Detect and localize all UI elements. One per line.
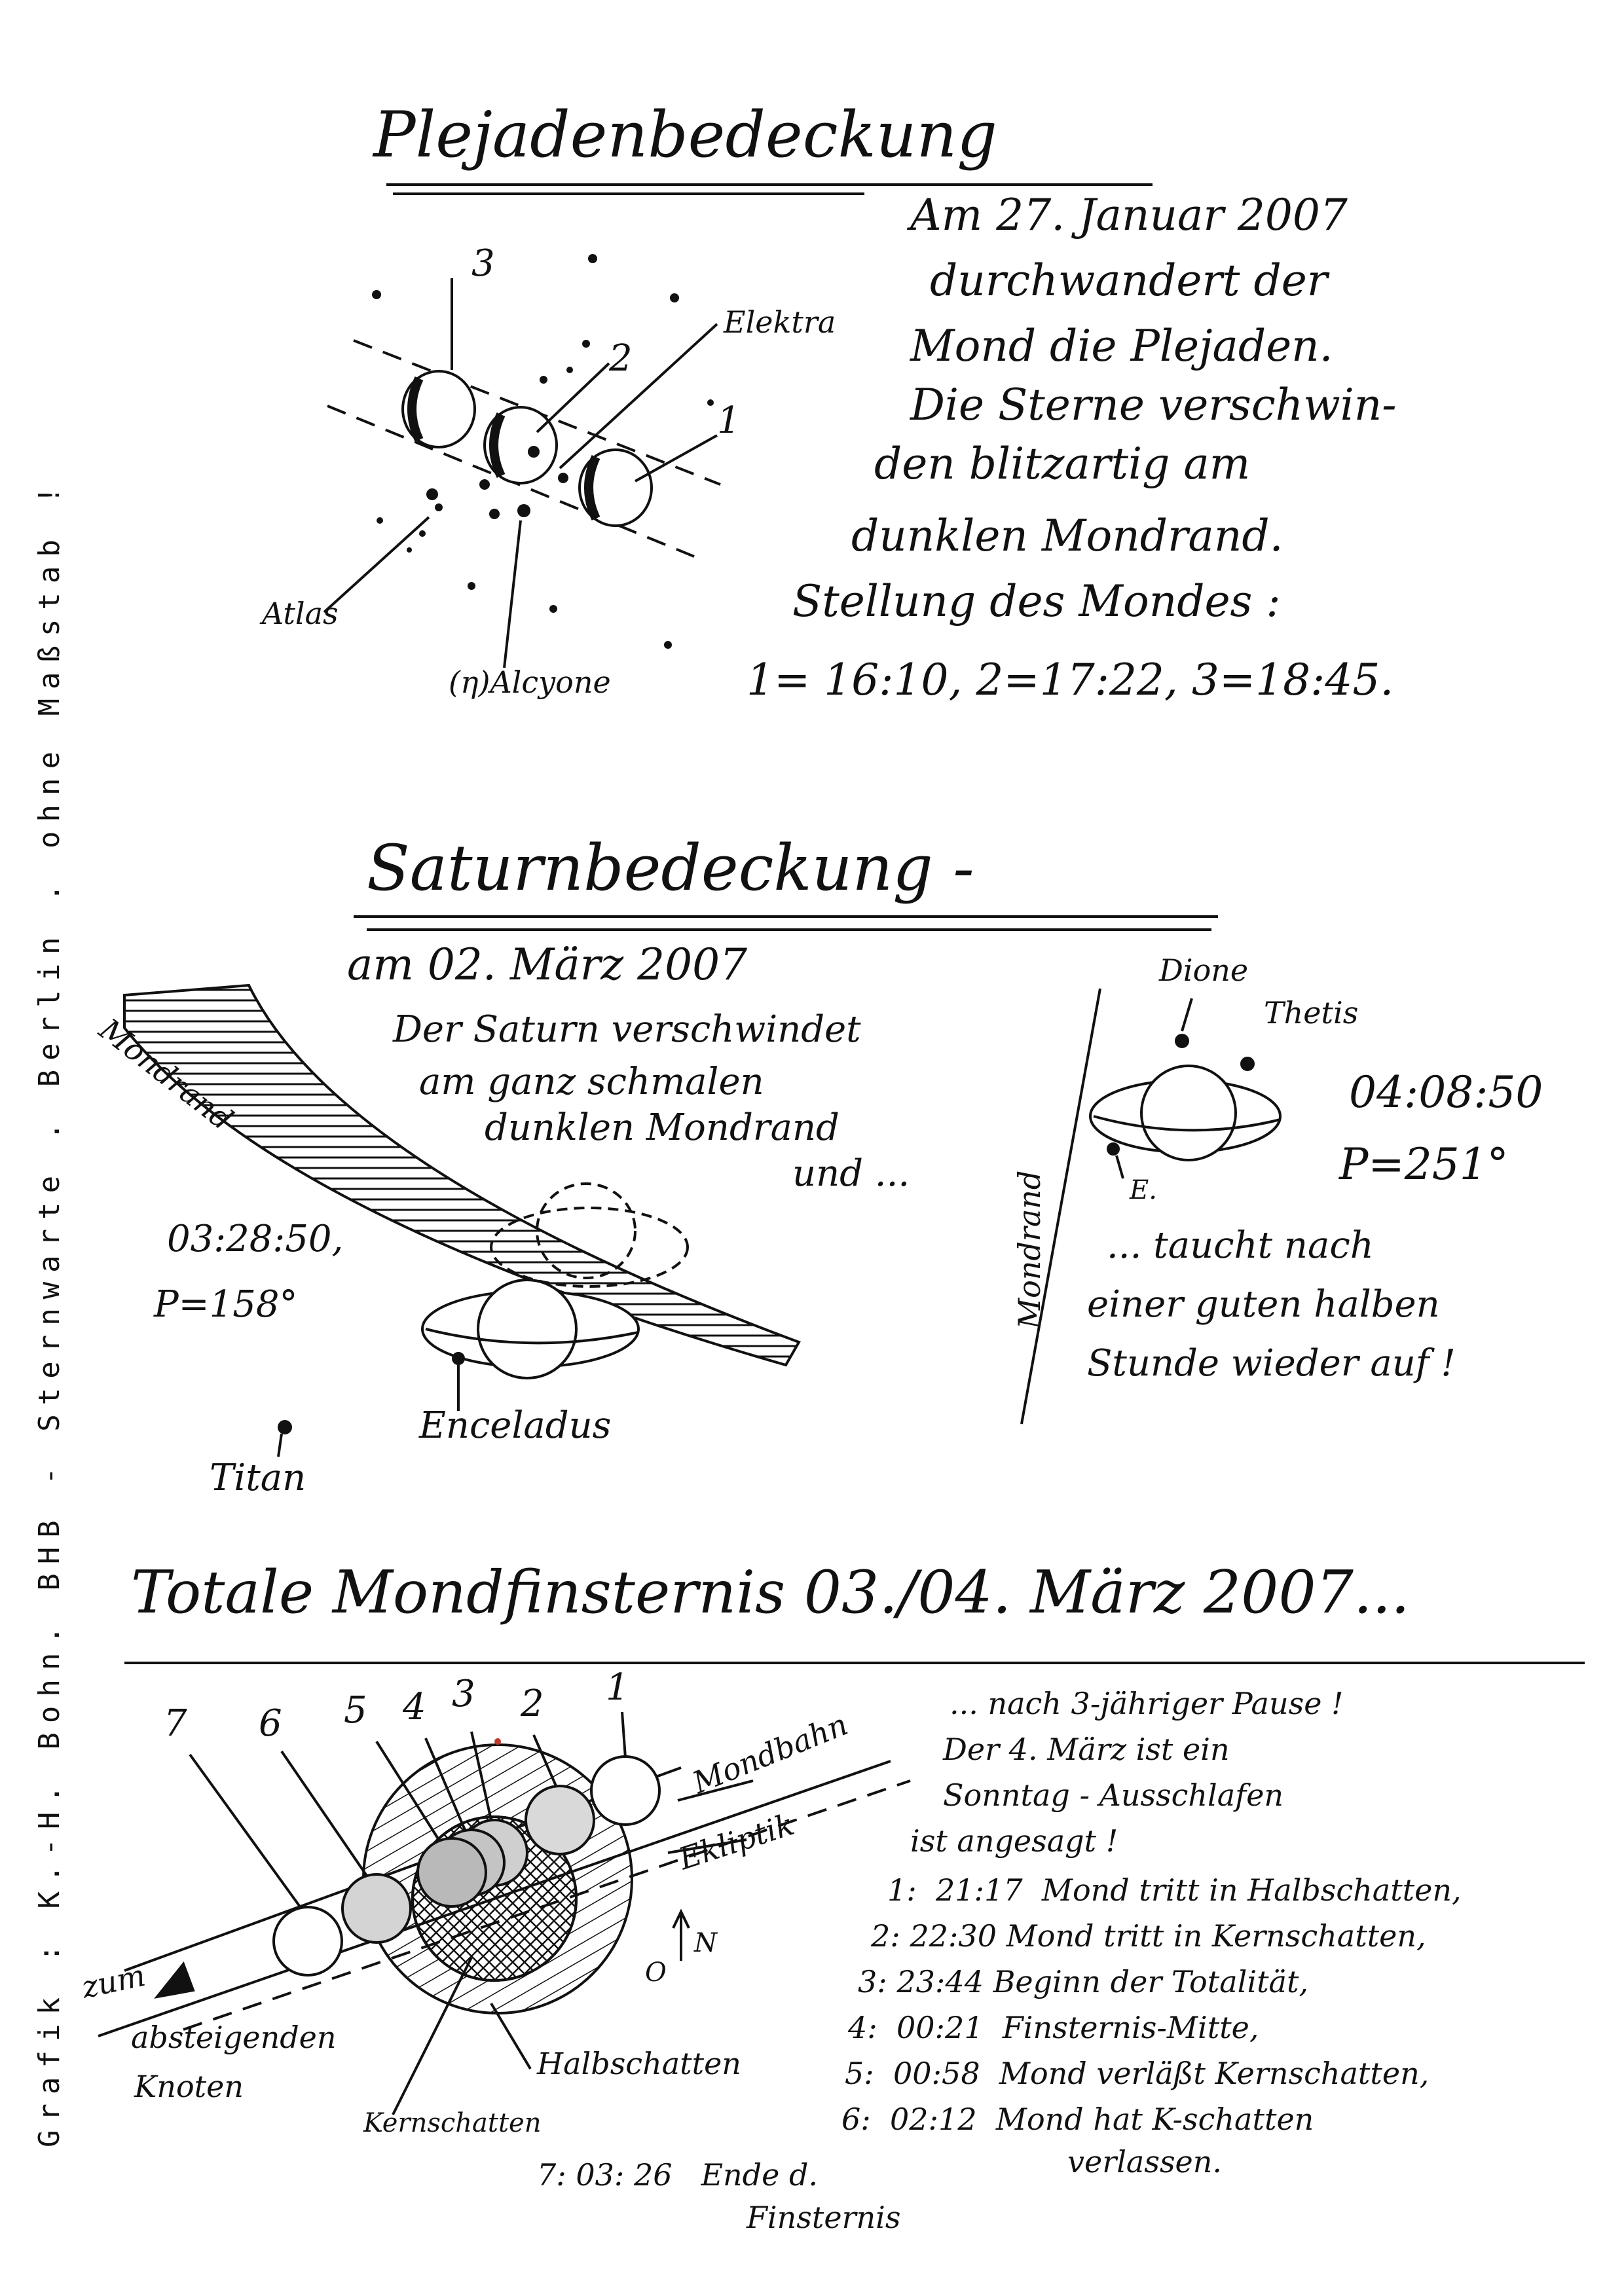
red-dot — [494, 1738, 501, 1745]
disappear-time: 03:28:50, — [167, 1218, 344, 1260]
event-7: 7: 03: 26 Ende d. — [537, 2157, 819, 2193]
titan-label: Titan — [210, 1457, 306, 1499]
moon-position-1 — [580, 450, 652, 526]
elektra-label: Elektra — [724, 304, 836, 340]
reappear-time: 04:08:50 — [1349, 1067, 1543, 1118]
pleiades-intro-5: den blitzartig am — [874, 439, 1251, 489]
moon-position-2 — [485, 407, 557, 483]
event-5: 5: 00:58 Mond verläßt Kernschatten, — [845, 2056, 1430, 2091]
moon-disc-7 — [274, 1907, 342, 1975]
ekliptik-label: Ekliptik — [674, 1806, 799, 1877]
moon-number-7: 7 — [164, 1702, 187, 1745]
pleiades-intro-7: Stellung des Mondes : — [792, 576, 1281, 627]
atlas-label: Atlas — [262, 596, 339, 631]
pleiades-pos2-label: 2 — [609, 337, 633, 380]
pleiades-intro-1: Am 27. Januar 2007 — [910, 190, 1348, 240]
sidebar-credit: Grafik : K.-H. Bohn. BHB - Sternwarte . Berlin . ohne Maßstab ! — [33, 477, 66, 2147]
moon-number-1: 1 — [606, 1666, 629, 1709]
moon-disc-2 — [526, 1786, 594, 1854]
disappear-position-angle: P=158° — [154, 1283, 298, 1326]
pleiades-diagram — [324, 278, 720, 668]
event-4: 4: 00:21 Finsternis-Mitte, — [848, 2010, 1259, 2045]
moon-number-6: 6 — [259, 1702, 282, 1745]
event-7-continued: Finsternis — [747, 2200, 901, 2235]
moon-disc-1 — [591, 1757, 659, 1825]
pleiades-intro-2: durchwandert der — [930, 255, 1328, 306]
eclipse-note-3: Sonntag - Ausschlafen — [943, 1777, 1284, 1813]
pleiades-intro-4: Die Sterne verschwin- — [910, 380, 1397, 430]
reappear-text-2: einer guten halben — [1087, 1283, 1440, 1326]
moon-position-3 — [403, 371, 475, 447]
mondrand-label-left: Mondrand — [92, 1011, 240, 1137]
e-label: E. — [1130, 1175, 1157, 1205]
north-arrow — [673, 1912, 689, 1961]
saturn-desc-3: dunklen Mondrand — [485, 1106, 840, 1149]
thetis-label: Thetis — [1264, 995, 1359, 1030]
eclipse-note-4: ist angesagt ! — [910, 1823, 1118, 1859]
event-6-continued: verlassen. — [1067, 2144, 1223, 2179]
saturn-title-underline — [354, 917, 1218, 930]
eclipse-note-1: ... nach 3-jähriger Pause ! — [950, 1686, 1344, 1721]
eclipse-title: Totale Mondfinsternis 03./04. März 2007... — [131, 1558, 1410, 1627]
event-2: 2: 22:30 Mond tritt in Kernschatten, — [871, 1918, 1426, 1954]
halbschatten-label: Halbschatten — [537, 2046, 741, 2081]
moon-disc-5 — [418, 1838, 486, 1906]
event-3: 3: 23:44 Beginn der Totalität, — [858, 1964, 1309, 1999]
moon-number-4: 4 — [403, 1686, 426, 1728]
absteigenden-label: absteigenden — [131, 2020, 337, 2055]
moon-number-5: 5 — [344, 1689, 367, 1732]
saturn-desc-1: Der Saturn verschwindet — [393, 1008, 861, 1051]
zum-label: zum — [79, 1957, 149, 2005]
alcyone-label: (η)Alcyone — [449, 665, 611, 700]
saturn-desc-4: und ... — [792, 1152, 910, 1195]
reappear-position-angle: P=251° — [1339, 1139, 1509, 1190]
saturn-date: am 02. März 2007 — [347, 939, 748, 990]
event-1: 1: 21:17 Mond tritt in Halbschatten, — [887, 1872, 1462, 1908]
north-o-label: O — [645, 1958, 667, 1988]
enceladus-label: Enceladus — [419, 1404, 612, 1447]
pleiades-positions: 1= 16:10, 2=17:22, 3=18:45. — [747, 655, 1394, 705]
moon-number-2: 2 — [521, 1683, 544, 1725]
mondbahn-label: Mondbahn — [688, 1706, 853, 1801]
reappear-text-3: Stunde wieder auf ! — [1087, 1342, 1456, 1385]
mondrand-label-right: Mondrand — [1012, 1170, 1047, 1329]
eclipse-note-2: Der 4. März ist ein — [943, 1732, 1230, 1767]
pleiades-title: Plejadenbedeckung — [373, 98, 997, 172]
knoten-label: Knoten — [134, 2069, 244, 2104]
reappear-text-1: ... taucht nach — [1107, 1224, 1374, 1267]
saturn-desc-2: am ganz schmalen — [419, 1061, 764, 1103]
moon-disc-6 — [342, 1874, 411, 1942]
north-n-label: N — [694, 1928, 717, 1958]
kernschatten-label: Kernschatten — [363, 2108, 542, 2138]
pleiades-pos3-label: 3 — [471, 242, 495, 285]
moon-number-3: 3 — [452, 1673, 475, 1715]
event-6: 6: 02:12 Mond hat K-schatten — [841, 2102, 1314, 2137]
dione-label: Dione — [1159, 953, 1249, 988]
saturn-title: Saturnbedeckung - — [367, 831, 974, 905]
pleiades-intro-3: Mond die Plejaden. — [910, 321, 1333, 371]
pleiades-intro-6: dunklen Mondrand. — [851, 511, 1283, 561]
pleiades-pos1-label: 1 — [717, 399, 741, 442]
